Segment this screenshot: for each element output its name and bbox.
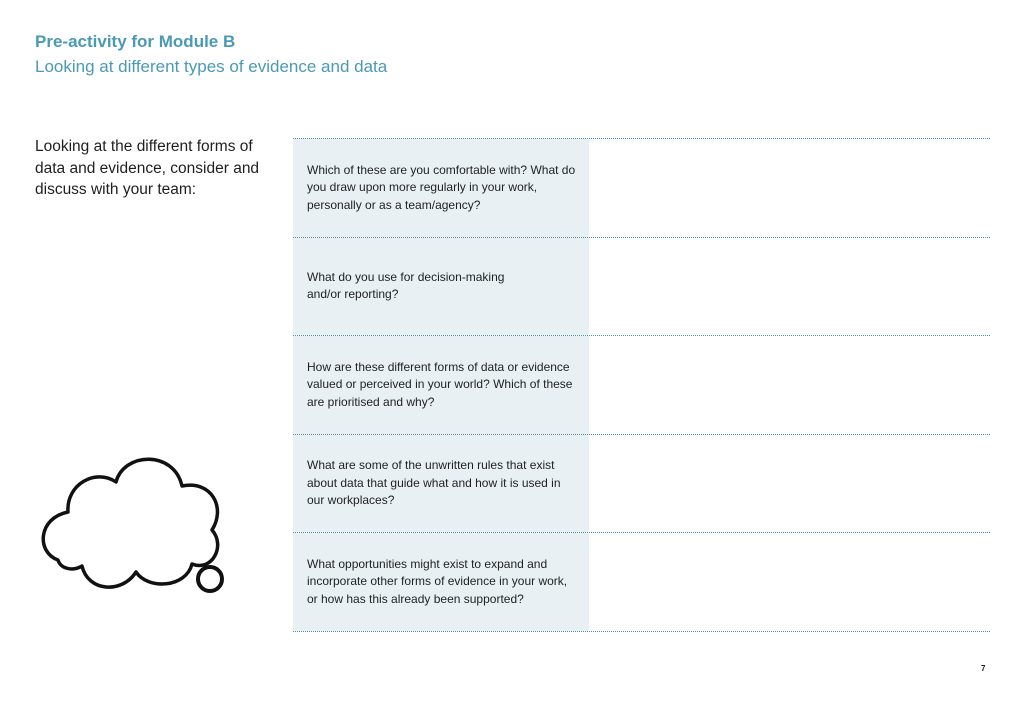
question-cell [293, 533, 589, 631]
question-cell [293, 139, 589, 237]
question-row [293, 533, 990, 632]
page-title: Pre-activity for Module B [35, 32, 236, 51]
question-cell [293, 336, 589, 434]
question-row [293, 139, 990, 238]
answer-cell[interactable] [589, 435, 990, 533]
question-row [293, 435, 990, 534]
answer-cell[interactable] [589, 533, 990, 631]
page-header [35, 30, 387, 80]
page-number: 7 [981, 664, 986, 673]
answer-cell[interactable] [589, 139, 990, 237]
question-row [293, 238, 990, 337]
question-text: How are these different forms of data or evidence valued or perceived in your world? Which of these are prioritised and why? [307, 359, 573, 409]
answer-cell[interactable] [589, 336, 990, 434]
page-subtitle: Looking at different types of evidence and data [35, 57, 388, 76]
thought-cloud-icon [36, 448, 236, 604]
question-row [293, 336, 990, 435]
question-table [293, 138, 990, 632]
question-cell [293, 435, 589, 533]
answer-cell[interactable] [589, 238, 990, 336]
question-text: What do you use for decision-making and/or reporting? [307, 269, 505, 302]
intro-text: Looking at the different forms of data and evidence, consider and discuss with your team: [35, 138, 260, 198]
question-text: Which of these are you comfortable with? What do you draw upon more regularly in your work, personally or as a team/agency? [307, 162, 576, 212]
question-cell [293, 238, 589, 336]
question-text: What opportunities might exist to expand and incorporate other forms of evidence in your work, or how has this already been supported? [307, 556, 568, 606]
question-text: What are some of the unwritten rules that exist about data that guide what and how it is used in our workplaces? [307, 458, 561, 508]
